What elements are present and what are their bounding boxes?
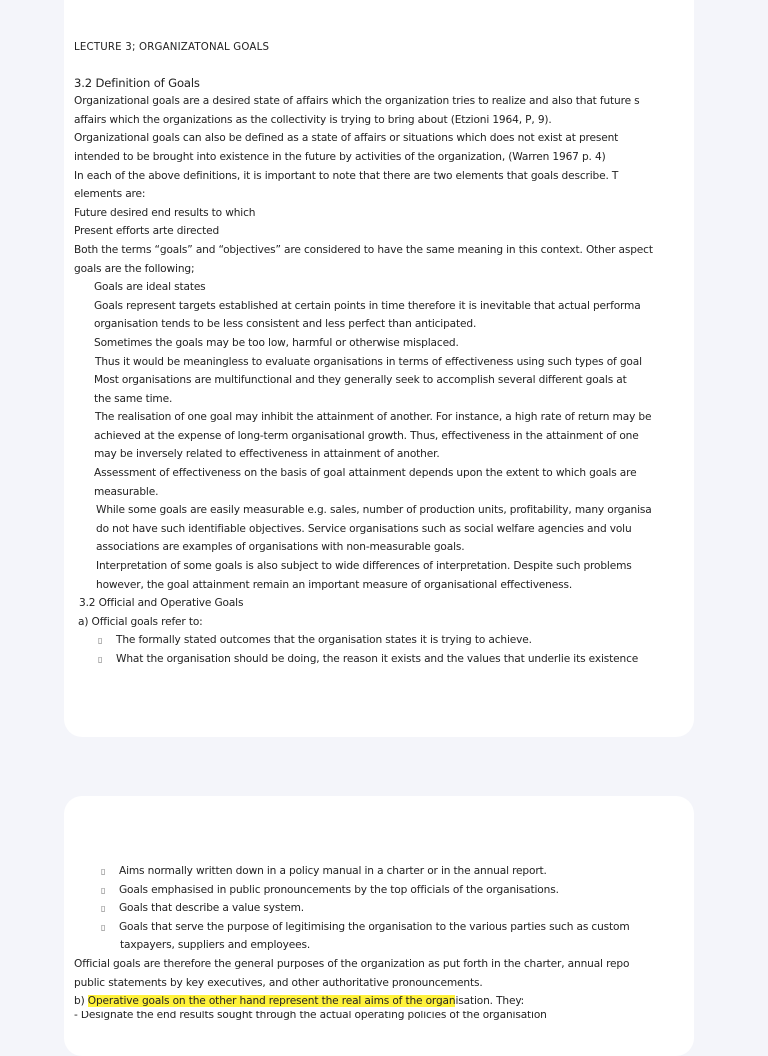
section-heading-definition: 3.2 Definition of Goals xyxy=(74,75,200,90)
paragraph-line: Organizational goals can also be defined as a state of affairs or situations which does not exist at present xyxy=(74,132,619,145)
list-bullet-icon: ▯ xyxy=(98,636,103,646)
list-item: ▯ Goals that describe a value system. xyxy=(74,899,694,918)
aspect-line: organisation tends to be less consistent and less perfect than anticipated. xyxy=(94,318,477,331)
aspect-line: achieved at the expense of long-term organisational growth. Thus, effectiveness in the attainment of one xyxy=(94,429,639,442)
paragraph-line: Official goals are therefore the general purposes of the organization as put forth in the charter, annual repo xyxy=(74,957,630,970)
list-item: ▯ Goals that serve the purpose of legitimising the organisation to the various parties such as custom xyxy=(74,918,694,937)
lecture-title: LECTURE 3; ORGANIZATONAL GOALS xyxy=(74,42,270,53)
list-item: ▯ Goals emphasised in public pronouncements by the top officials of the organisations. xyxy=(74,881,694,900)
list-item: ▯ The formally stated outcomes that the organisation states it is trying to achieve. xyxy=(74,631,694,650)
operative-goals-line: b) Operative goals on the other hand represent the real aims of the organisation. They: xyxy=(74,995,525,1008)
page-2-content xyxy=(74,862,694,1021)
paragraph-line: intended to be brought into existence in the future by activities of the organization, (Warren 1967 p. 4) xyxy=(74,150,606,163)
aspect-line: While some goals are easily measurable e.g. sales, number of production units, profitability, many organisa xyxy=(96,504,652,517)
cut-off-line: - Designate the end results sought through the actual operating policies of the organisation xyxy=(74,1010,547,1021)
aspect-line: associations are examples of organisations with non-measurable goals. xyxy=(96,541,465,554)
paragraph-line: goals are the following; xyxy=(74,262,195,275)
aspect-line: Sometimes the goals may be too low, harmful or otherwise misplaced. xyxy=(94,336,459,349)
aspect-line: Goals represent targets established at certain points in time therefore it is inevitable that actual performa xyxy=(94,299,641,312)
aspect-line: Assessment of effectiveness on the basis of goal attainment depends upon the extent to which goals are xyxy=(94,467,637,480)
list-item: ▯ What the organisation should be doing, the reason it exists and the values that underlie its existence xyxy=(74,650,694,669)
aspect-line: measurable. xyxy=(94,485,159,498)
official-goals-intro: a) Official goals refer to: xyxy=(78,615,203,628)
list-bullet-icon: ▯ xyxy=(101,885,106,895)
aspect-line: do not have such identifiable objectives. Service organisations such as social welfare agencies and volu xyxy=(96,522,632,535)
paragraph-line: Organizational goals are a desired state of affairs which the organization tries to realize and also that future s xyxy=(74,95,640,108)
paragraph-line: affairs which the organizations as the collectivity is trying to bring about (Etzioni 1964, P, 9). xyxy=(74,113,552,126)
list-item: ▯ Aims normally written down in a policy manual in a charter or in the annual report. xyxy=(74,862,694,881)
aspect-line: Thus it would be meaningless to evaluate organisations in terms of effectiveness using such types of goal xyxy=(95,355,642,368)
aspect-line: Goals are ideal states xyxy=(94,281,206,294)
aspect-line: however, the goal attainment remain an important measure of organisational effectiveness. xyxy=(96,578,573,591)
paragraph-line: Present efforts arte directed xyxy=(74,225,220,238)
paragraph-line: Both the terms “goals” and “objectives” are considered to have the same meaning in this context. Other aspect xyxy=(74,243,653,256)
list-bullet-icon: ▯ xyxy=(98,655,103,664)
list-item-continuation: taxpayers, suppliers and employees. xyxy=(120,939,311,952)
list-bullet-icon: ▯ xyxy=(101,922,106,932)
aspect-line: Interpretation of some goals is also subject to wide differences of interpretation. Despite such problems xyxy=(96,560,632,573)
paragraph-line: elements are: xyxy=(74,188,146,201)
list-bullet-icon: ▯ xyxy=(101,904,106,914)
aspect-line: may be inversely related to effectiveness in attainment of another. xyxy=(94,448,440,461)
page-1-content xyxy=(74,39,694,669)
paragraph-line: public statements by key executives, and other authoritative pronouncements. xyxy=(74,976,483,989)
highlighted-text: Operative goals on the other hand represent the real aims of the organ xyxy=(87,995,456,1008)
list-bullet-icon: ▯ xyxy=(101,867,106,876)
aspect-line: The realisation of one goal may inhibit the attainment of another. For instance, a high rate of return may be xyxy=(95,411,652,424)
paragraph-line: Future desired end results to which xyxy=(74,206,256,219)
aspect-line: the same time. xyxy=(94,392,173,405)
section-heading-official-operative: 3.2 Official and Operative Goals xyxy=(79,597,244,610)
aspect-line: Most organisations are multifunctional and they generally seek to accomplish several different goals at xyxy=(94,374,627,387)
paragraph-line: In each of the above definitions, it is important to note that there are two elements that goals describe. T xyxy=(74,169,619,182)
